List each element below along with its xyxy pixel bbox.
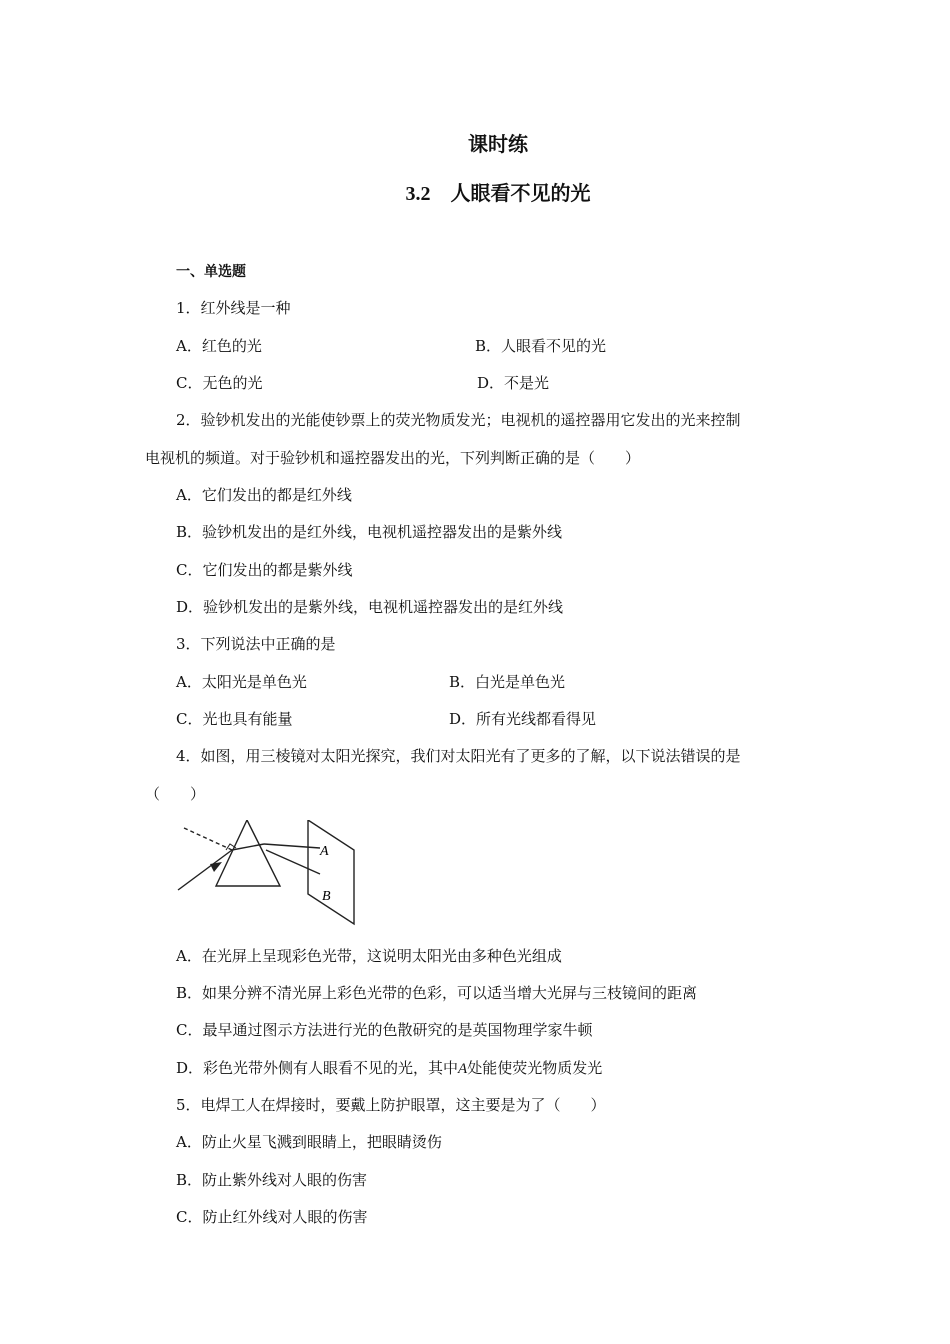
q3-option-d: D．所有光线都看得见: [449, 710, 597, 728]
q5-option-c: C．防止红外线对人眼的伤害: [176, 1208, 368, 1226]
section-heading: 一、单选题: [176, 264, 246, 280]
prism-diagram: [174, 820, 364, 932]
q4-option-d: [176, 1058, 602, 1079]
q4-option-d-var: A: [458, 1061, 468, 1077]
lesson-number: 3.2: [405, 183, 431, 205]
lesson-name: 人眼看不见的光: [450, 181, 591, 205]
q1-stem: 1．红外线是一种: [176, 299, 291, 317]
page-title: 课时练: [468, 132, 528, 156]
refracted-ray: [232, 844, 264, 850]
label-b: B: [322, 889, 331, 904]
ray-to-a: [264, 844, 320, 848]
q4-stem-line1: 4．如图，用三棱镜对太阳光探究，我们对太阳光有了更多的了解，以下说法错误的是: [176, 747, 741, 765]
q4-option-b: B．如果分辨不清光屏上彩色光带的色彩，可以适当增大光屏与三枝镜间的距离: [176, 984, 698, 1002]
q1-option-d: D．不是光: [477, 374, 550, 392]
q2-stem-line2: 电视机的频道。对于验钞机和遥控器发出的光，下列判断正确的是（ ）: [145, 449, 641, 467]
prism-triangle: [216, 820, 280, 886]
q5-option-b: B．防止紫外线对人眼的伤害: [176, 1171, 368, 1189]
q2-option-d: D．验钞机发出的是紫外线，电视机遥控器发出的是红外线: [176, 598, 564, 616]
q2-option-c: C．它们发出的都是紫外线: [176, 561, 353, 579]
q4-option-c: C．最早通过图示方法进行光的色散研究的是英国物理学家牛顿: [176, 1021, 593, 1039]
q5-option-a: A．防止火星飞溅到眼睛上，把眼睛烫伤: [176, 1133, 442, 1151]
q4-option-d-prefix: D．彩色光带外侧有人眼看不见的光，其中: [176, 1059, 459, 1077]
q4-option-a: A．在光屏上呈现彩色光带，这说明太阳光由多种色光组成: [176, 947, 562, 965]
ray-arrow-icon: [210, 862, 222, 872]
q3-option-a: A．太阳光是单色光: [176, 673, 307, 691]
label-a: A: [320, 844, 329, 859]
q3-option-b: B．白光是单色光: [449, 673, 566, 691]
q3-option-c: C．光也具有能量: [176, 710, 293, 728]
lesson-title: [0, 177, 950, 206]
q2-stem-line1: 2．验钞机发出的光能使钞票上的荧光物质发光；电视机的遥控器用它发出的光来控制: [176, 411, 741, 429]
q5-stem: 5．电焊工人在焊接时，要戴上防护眼罩，这主要是为了（ ）: [176, 1096, 606, 1114]
q1-option-a: A．红色的光: [176, 337, 262, 355]
q1-option-b: B．人眼看不见的光: [475, 337, 607, 355]
q3-stem: 3．下列说法中正确的是: [176, 635, 336, 653]
q4-stem-line2: （ ）: [145, 785, 206, 803]
q2-option-b: B．验钞机发出的是红外线，电视机遥控器发出的是紫外线: [176, 523, 563, 541]
dashed-normal-line: [184, 828, 232, 850]
q4-option-d-suffix: 处能使荧光物质发光: [467, 1059, 603, 1077]
q2-option-a: A．它们发出的都是红外线: [176, 486, 352, 504]
q1-option-c: C．无色的光: [176, 374, 263, 392]
ray-to-b: [266, 850, 320, 874]
